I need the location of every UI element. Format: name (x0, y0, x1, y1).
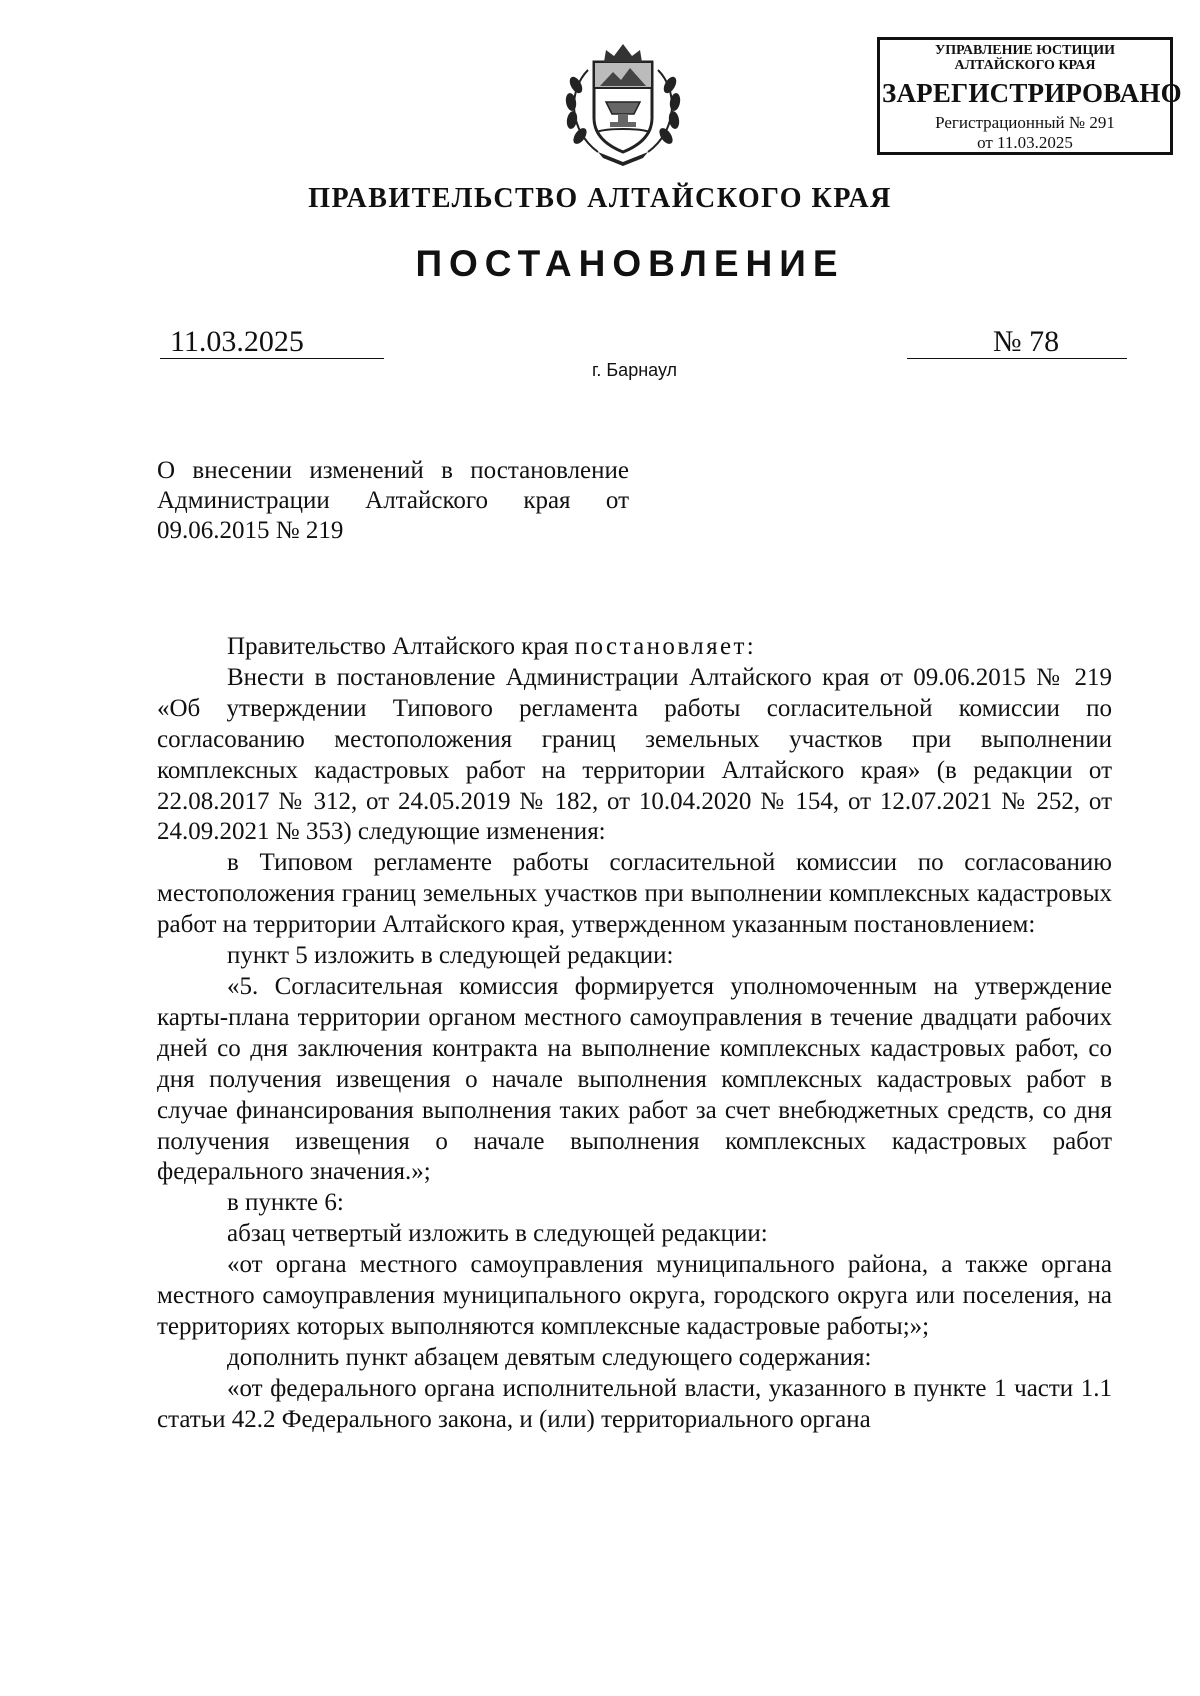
document-number: № 78 (907, 326, 1127, 359)
body-paragraph: «от органа местного самоуправления муниципального района, а также органа местного самоуправления муниципального округа, городского округа или поселения, на территориях которых выполняются комплексные кадастровые работы;»; (157, 1251, 1112, 1340)
stamp-authority-line: УПРАВЛЕНИЕ ЮСТИЦИИ (935, 43, 1115, 58)
body-paragraph: «от федерального органа исполнительной власти, указанного в пункте 1 части 1.1 статьи 42.2 Федерального закона, и (или) территориального органа (157, 1374, 1112, 1433)
intro-suffix: : (746, 633, 754, 660)
government-title: ПРАВИТЕЛЬСТВО АЛТАЙСКОГО КРАЯ (308, 183, 892, 214)
body-paragraph: дополнить пункт абзацем девятым следующего содержания: (227, 1343, 872, 1371)
body-paragraph: в Типовом регламенте работы согласительной комиссии по согласованию местоположения границ земельных участков при выполнении комплексных кадастровых работ на территории Алтайского края, утвержденном указанным постановлением: (157, 849, 1112, 939)
intro-paragraph (157, 632, 1112, 663)
intro-spaced: постановляет (574, 633, 747, 660)
document-body (157, 632, 1112, 1436)
body-paragraph: Внести в постановление Администрации Алтайского края от 09.06.2015 № 219 «Об утверждении Типового регламента работы согласительной комиссии по согласованию местоположения границ земельных участков при выполнении комплексных кадастровых работ на территории Алтайского края» (в редакции от 22.08.2017 № 312, от 24.05.2019 № 182, от 10.04.2020 № 154, от 12.07.2021 № 252, от 24.09.2021 № 353) следующие изменения: (157, 663, 1112, 846)
stamp-region-line: АЛТАЙСКОГО КРАЯ (954, 57, 1096, 73)
stamp-reg-date: от 11.03.2025 (977, 132, 1073, 152)
body-paragraph: абзац четвертый изложить в следующей редакции: (227, 1220, 768, 1248)
stamp-status: ЗАРЕГИСТРИРОВАНО (882, 78, 1182, 109)
document-type: ПОСТАНОВЛЕНИЕ (415, 243, 845, 284)
document-date: 11.03.2025 (160, 326, 384, 359)
intro-prefix: Правительство Алтайского края (227, 633, 575, 660)
document-city: г. Барнаул (592, 360, 678, 380)
body-paragraph: «5. Согласительная комиссия формируется уполномоченным на утверждение карты-плана территории органом местного самоуправления в течение двадцати рабочих дней со дня заключения контракта на выполнение комплексных кадастровых работ, со дня получения извещения о начале выполнения комплексных кадастровых работ в случае финансирования выполнения таких работ за счет внебюджетных средств, со дня получения извещения о начале выполнения комплексных кадастровых работ федерального значения.»; (157, 972, 1112, 1186)
coat-of-arms-emblem (558, 40, 688, 170)
body-paragraph: пункт 5 изложить в следующей редакции: (227, 942, 674, 970)
body-paragraph: в пункте 6: (227, 1189, 344, 1217)
stamp-reg-number: Регистрационный № 291 (935, 112, 1115, 132)
document-subject: О внесении изменений в постановление Администрации Алтайского края от 09.06.2015 № 219 (157, 457, 629, 544)
registration-stamp (877, 37, 1182, 155)
